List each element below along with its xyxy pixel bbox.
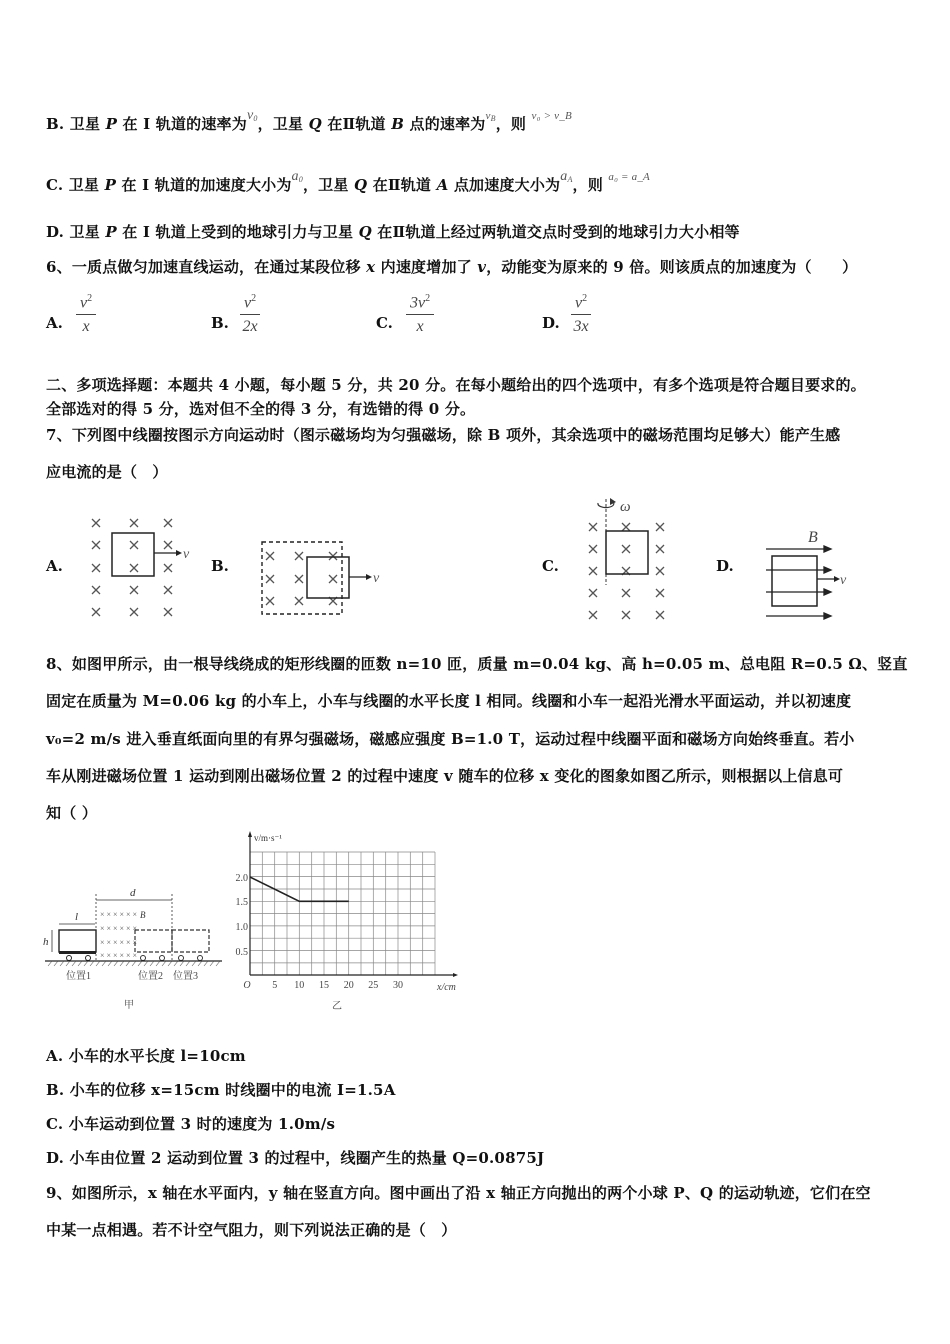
q5-option-d: [46, 221, 740, 242]
svg-text:15: 15: [319, 980, 329, 991]
q8-option-d: D. 小车由位置 2 运动到位置 3 的过程中，线圈产生的热量 Q=0.0875J: [46, 1149, 545, 1167]
text: ，动能变为原来的 9 倍。则该质点的加速度为（ ）: [486, 258, 858, 276]
q7-stem: 7、下列图中线圈按图示方向运动时（图示磁场均为匀强磁场，除 B 项外，其余选项中的磁场范围均足够大）能产生感: [46, 426, 841, 444]
svg-text:× × × × × ×: × × × × × ×: [100, 938, 138, 947]
q8-stem-line1: 8、如图甲所示，由一根导线绕成的矩形线圈的匝数 n=10 匝，质量 m=0.04 kg、高 h=0.05 m、总电阻 R=0.5 Ω、竖直: [46, 655, 908, 673]
q8-option-c: C. 小车运动到位置 3 时的速度为 1.0m/s: [46, 1115, 336, 1133]
q6-option-d-label: D.: [542, 314, 560, 332]
svg-text:30: 30: [393, 980, 403, 991]
var-a0: a0: [291, 169, 303, 184]
svg-text:1.5: 1.5: [235, 897, 248, 908]
svg-text:5: 5: [272, 980, 278, 991]
q7-option-d-label: D.: [716, 557, 734, 575]
text: 卫星: [69, 223, 106, 241]
svg-text:0.5: 0.5: [235, 947, 248, 958]
field-lines: [766, 546, 831, 619]
text: 在Ⅱ轨道上经过两轨道交点时受到的地球引力大小相等: [371, 223, 740, 241]
svg-text:v: v: [183, 547, 190, 562]
q6-option-b-label: B.: [211, 314, 229, 332]
svg-text:x/cm: x/cm: [437, 982, 456, 993]
q6-option-a-fraction: $\frac{v^2}{x}$: [76, 290, 96, 337]
text: 点加速度大小为: [448, 176, 561, 194]
svg-text:位置1: 位置1: [66, 971, 91, 982]
q7-option-b-label: B.: [211, 557, 229, 575]
text: 在 I 轨道上受到的地球引力与卫星: [116, 223, 359, 241]
cart-position-1: [59, 930, 96, 952]
text: 在Ⅱ轨道: [321, 115, 392, 133]
text: 卫星: [69, 115, 106, 133]
var-b: B: [391, 115, 405, 133]
q7-option-a-label: A.: [46, 557, 63, 575]
svg-text:位置2: 位置2: [138, 971, 163, 982]
var-v0: v0: [246, 108, 258, 123]
svg-text:B: B: [808, 529, 818, 546]
q6-option-d-fraction: $\frac{v^2}{3x}$: [571, 290, 591, 337]
svg-text:× × × × × ×: × × × × × ×: [100, 924, 138, 933]
q7-option-c-label: C.: [542, 557, 559, 575]
var-x: x: [366, 258, 376, 276]
text: ，卫星: [302, 176, 354, 194]
q8-stem-line4: 车从刚进磁场位置 1 运动到刚出磁场位置 2 的过程中速度 v 随车的位移 x 变化的图象如图乙所示，则根据以上信息可: [46, 767, 844, 785]
svg-text:v: v: [840, 573, 847, 588]
magnetic-field-cross-icon: [100, 910, 137, 960]
var-q: Q: [353, 176, 368, 194]
cart-position-3: [172, 930, 209, 952]
svg-text:O: O: [243, 980, 251, 991]
q7-figure-c: [580, 495, 680, 630]
svg-text:B: B: [140, 910, 146, 920]
q7-figure-a: [80, 510, 200, 625]
svg-text:10: 10: [294, 980, 305, 991]
relation: v₀ > v_B: [531, 110, 572, 122]
svg-text:h: h: [43, 936, 49, 948]
text: 在 I 轨道的速率为: [117, 115, 247, 133]
var-q: Q: [358, 223, 372, 241]
q7-figure-b: [255, 535, 390, 620]
section-heading: 二、多项选择题：本题共 4 小题，每小题 5 分，共 20 分。在每小题给出的四个选项中，有多个选项是符合题目要求的。: [46, 376, 866, 394]
q8-option-a: A. 小车的水平长度 l=10cm: [46, 1047, 246, 1065]
text: 点的速率为: [404, 115, 486, 133]
cart-position-2: [135, 930, 172, 952]
var-p: P: [105, 115, 118, 133]
svg-text:2.0: 2.0: [235, 873, 248, 884]
section-heading-line2: 全部选对的得 5 分，选对但不全的得 3 分，有选错的得 0 分。: [46, 400, 476, 418]
option-label: C.: [46, 176, 64, 194]
svg-text:v/m·s⁻¹: v/m·s⁻¹: [254, 833, 282, 843]
q8-stem-line5: 知（ ）: [46, 804, 98, 822]
text: ，卫星: [257, 115, 309, 133]
text: 内速度增加了: [375, 258, 478, 276]
svg-text:l: l: [75, 911, 79, 923]
q5-option-b: [46, 108, 572, 134]
q8-stem-line2: 固定在质量为 M=0.06 kg 的小车上，小车与线圈的水平长度 l 相同。线圈和小车一起沿光滑水平面运动，并以初速度: [46, 692, 852, 710]
text: 卫星: [68, 176, 105, 194]
svg-text:× × × × × ×: × × × × × ×: [100, 951, 138, 960]
text: ，则: [495, 115, 527, 133]
q6-option-c-fraction: $\frac{3v^2}{x}$: [406, 290, 434, 337]
svg-text:25: 25: [368, 980, 379, 991]
var-p: P: [104, 176, 117, 194]
svg-text:d: d: [130, 887, 136, 899]
option-label: B.: [46, 115, 65, 133]
q7-figure-d: [760, 522, 860, 627]
q9-stem-line1: 9、如图所示，x 轴在水平面内，y 轴在竖直方向。图中画出了沿 x 轴正方向抛出的两个小球 P、Q 的运动轨迹，它们在空: [46, 1184, 871, 1202]
q8-figure-yi-chart: [225, 825, 465, 1015]
chart-grid: [250, 852, 435, 975]
magnetic-field-cross-icon: [266, 552, 337, 605]
q6-option-c-label: C.: [376, 314, 393, 332]
option-label: D.: [46, 223, 65, 241]
q9-stem-line2: 中某一点相遇。若不计空气阻力，则下列说法正确的是（ ）: [46, 1221, 457, 1239]
svg-text:乙: 乙: [332, 1001, 342, 1012]
var-q: Q: [308, 115, 322, 133]
coil: [772, 556, 817, 606]
q8-stem-line3: v₀=2 m/s 进入垂直纸面向里的有界匀强磁场，磁感应强度 B=1.0 T，运动过程中线圈平面和磁场方向始终垂直。若小: [46, 730, 855, 748]
q6-stem: [46, 256, 857, 277]
magnetic-field-cross-icon: [589, 523, 664, 619]
q6-option-b-fraction: $\frac{v^2}{2x}$: [240, 290, 260, 337]
text: 6、一质点做匀加速直线运动，在通过某段位移: [46, 258, 367, 276]
q8-option-b: B. 小车的位移 x=15cm 时线圈中的电流 I=1.5A: [46, 1081, 396, 1099]
svg-text:ω: ω: [620, 499, 631, 515]
var-aa: aA: [560, 169, 573, 184]
text: 在Ⅱ轨道: [367, 176, 437, 194]
coil: [606, 531, 648, 574]
svg-text:× × × × × ×: × × × × × ×: [100, 910, 138, 919]
var-a: A: [436, 176, 449, 194]
svg-text:20: 20: [343, 980, 354, 991]
q5-option-c: [46, 169, 650, 195]
var-p: P: [105, 223, 117, 241]
svg-text:位置3: 位置3: [173, 971, 198, 982]
q7-stem-line2: 应电流的是（ ）: [46, 463, 168, 481]
svg-text:v: v: [373, 571, 380, 586]
svg-text:甲: 甲: [124, 1000, 134, 1011]
q8-figure-jia: [40, 880, 230, 1015]
relation: a₀ = a_A: [608, 171, 650, 183]
coil: [307, 557, 349, 598]
q6-option-a-label: A.: [46, 314, 63, 332]
var-vb: vB: [485, 110, 496, 123]
svg-text:1.0: 1.0: [235, 922, 248, 933]
text: 在 I 轨道的加速度大小为: [116, 176, 292, 194]
var-v: v: [477, 258, 487, 276]
text: ，则: [572, 176, 603, 194]
